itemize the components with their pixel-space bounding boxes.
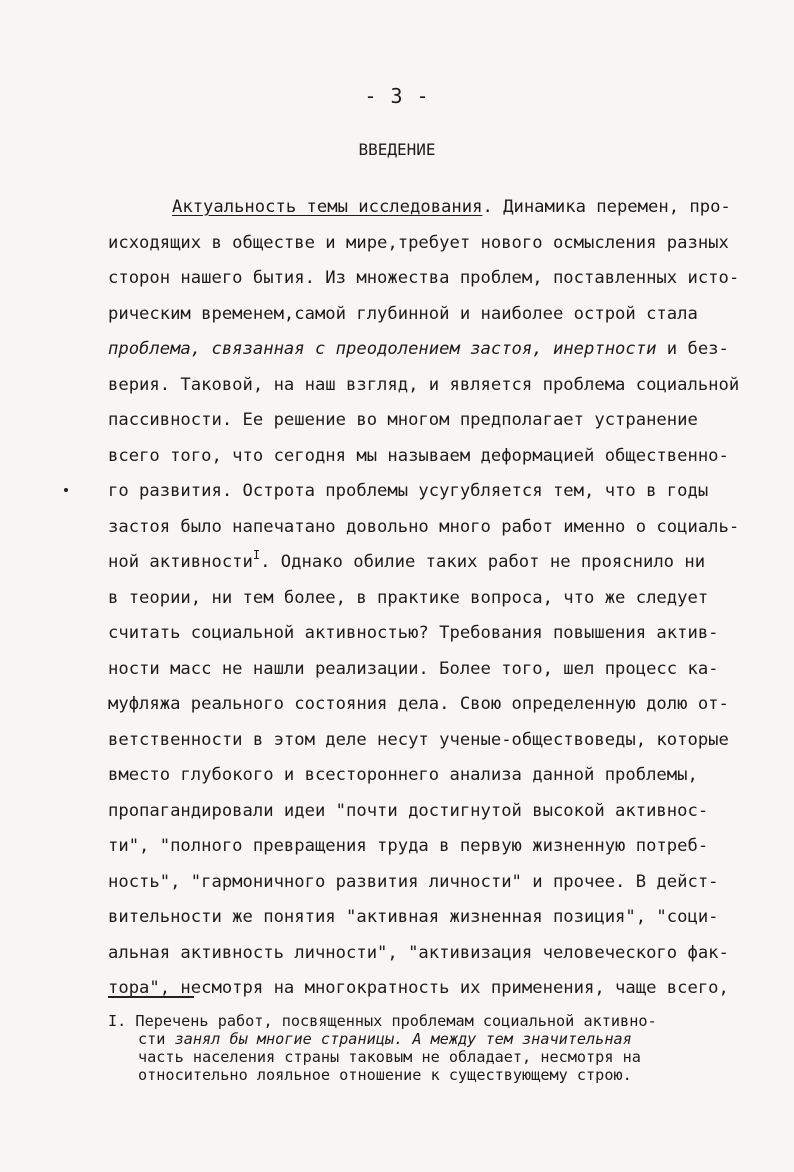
text-line: в теории, ни тем более, в практике вопроса, что же следует (108, 587, 709, 608)
text-line: муфляжа реального состояния дела. Свою определенную долю от- (108, 694, 729, 714)
text-line: рическим временем,самой глубинной и наиболее острой стала (108, 303, 698, 324)
text-line: вительности же понятия "активная жизненная позиция", "соци- (108, 907, 719, 927)
text-line: го развития. Острота проблемы усугубляется тем, что в годы (108, 481, 709, 501)
text-line: альная активность личности", "активизация человеческого фак- (108, 942, 729, 963)
margin-speck (64, 488, 68, 492)
text-line: вместо глубокого и всестороннего анализа данной проблемы, (108, 765, 698, 785)
text-line: всего того, что сегодня мы называем деформацией общественно- (108, 445, 729, 466)
text-line: застоя было напечатано довольно много работ именно о социаль- (108, 516, 740, 537)
footnote-line: относительно лояльное отношение к существующему строю. (138, 1066, 632, 1084)
text-line: ной активности$^I$. Однако обилие таких работ не прояснило ни (108, 548, 706, 572)
text-line: пропагандировали идеи "почти достигнутой высокой активнос- (108, 800, 709, 821)
body-paragraph (108, 190, 768, 1007)
text-line: верия. Таковой, на наш взгляд, и является проблема социальной (108, 374, 740, 395)
text-line: Актуальность темы исследования. Динамика перемен, про- (172, 197, 731, 217)
topic-relevance-heading: Актуальность темы исследования (172, 197, 483, 217)
footnote-line: сти занял бы многие страницы. А между тем значительная (138, 1030, 632, 1048)
text-line: проблема, связанная с преодолением застоя, инертности и без- (108, 339, 729, 359)
section-heading: ВВЕДЕНИЕ (358, 140, 436, 159)
footnote-divider (108, 996, 194, 998)
footnote-marker: I (252, 548, 261, 562)
text-line: пассивности. Ее решение во многом предполагает устранение (108, 410, 698, 430)
page-number: - 3 - (364, 84, 430, 108)
text-line: тора", несмотря на многократность их применения, чаще всего, (108, 978, 729, 998)
text-line: ности масс не нашли реализации. Более того, шел процесс ка- (108, 658, 719, 679)
text-line: исходящих в обществе и мире,требует нового осмысления разных (108, 232, 729, 253)
text-line: считать социальной активностью? Требования повышения актив- (108, 623, 719, 643)
footnote (108, 1012, 768, 1084)
text-line: сторон нашего бытия. Из множества проблем, поставленных исто- (108, 268, 740, 288)
footnote-line: I. Перечень работ, посвященных проблемам социальной активно- (108, 1012, 657, 1030)
text-line: ти", "полного превращения труда в первую жизненную потреб- (108, 836, 709, 856)
text-line: ветственности в этом деле несут ученые-обществоведы, которые (108, 729, 729, 750)
footnote-line: часть населения страны таковым не обладает, несмотря на (138, 1048, 641, 1066)
text-line: ность", "гармоничного развития личности" и прочее. В дейст- (108, 871, 719, 892)
